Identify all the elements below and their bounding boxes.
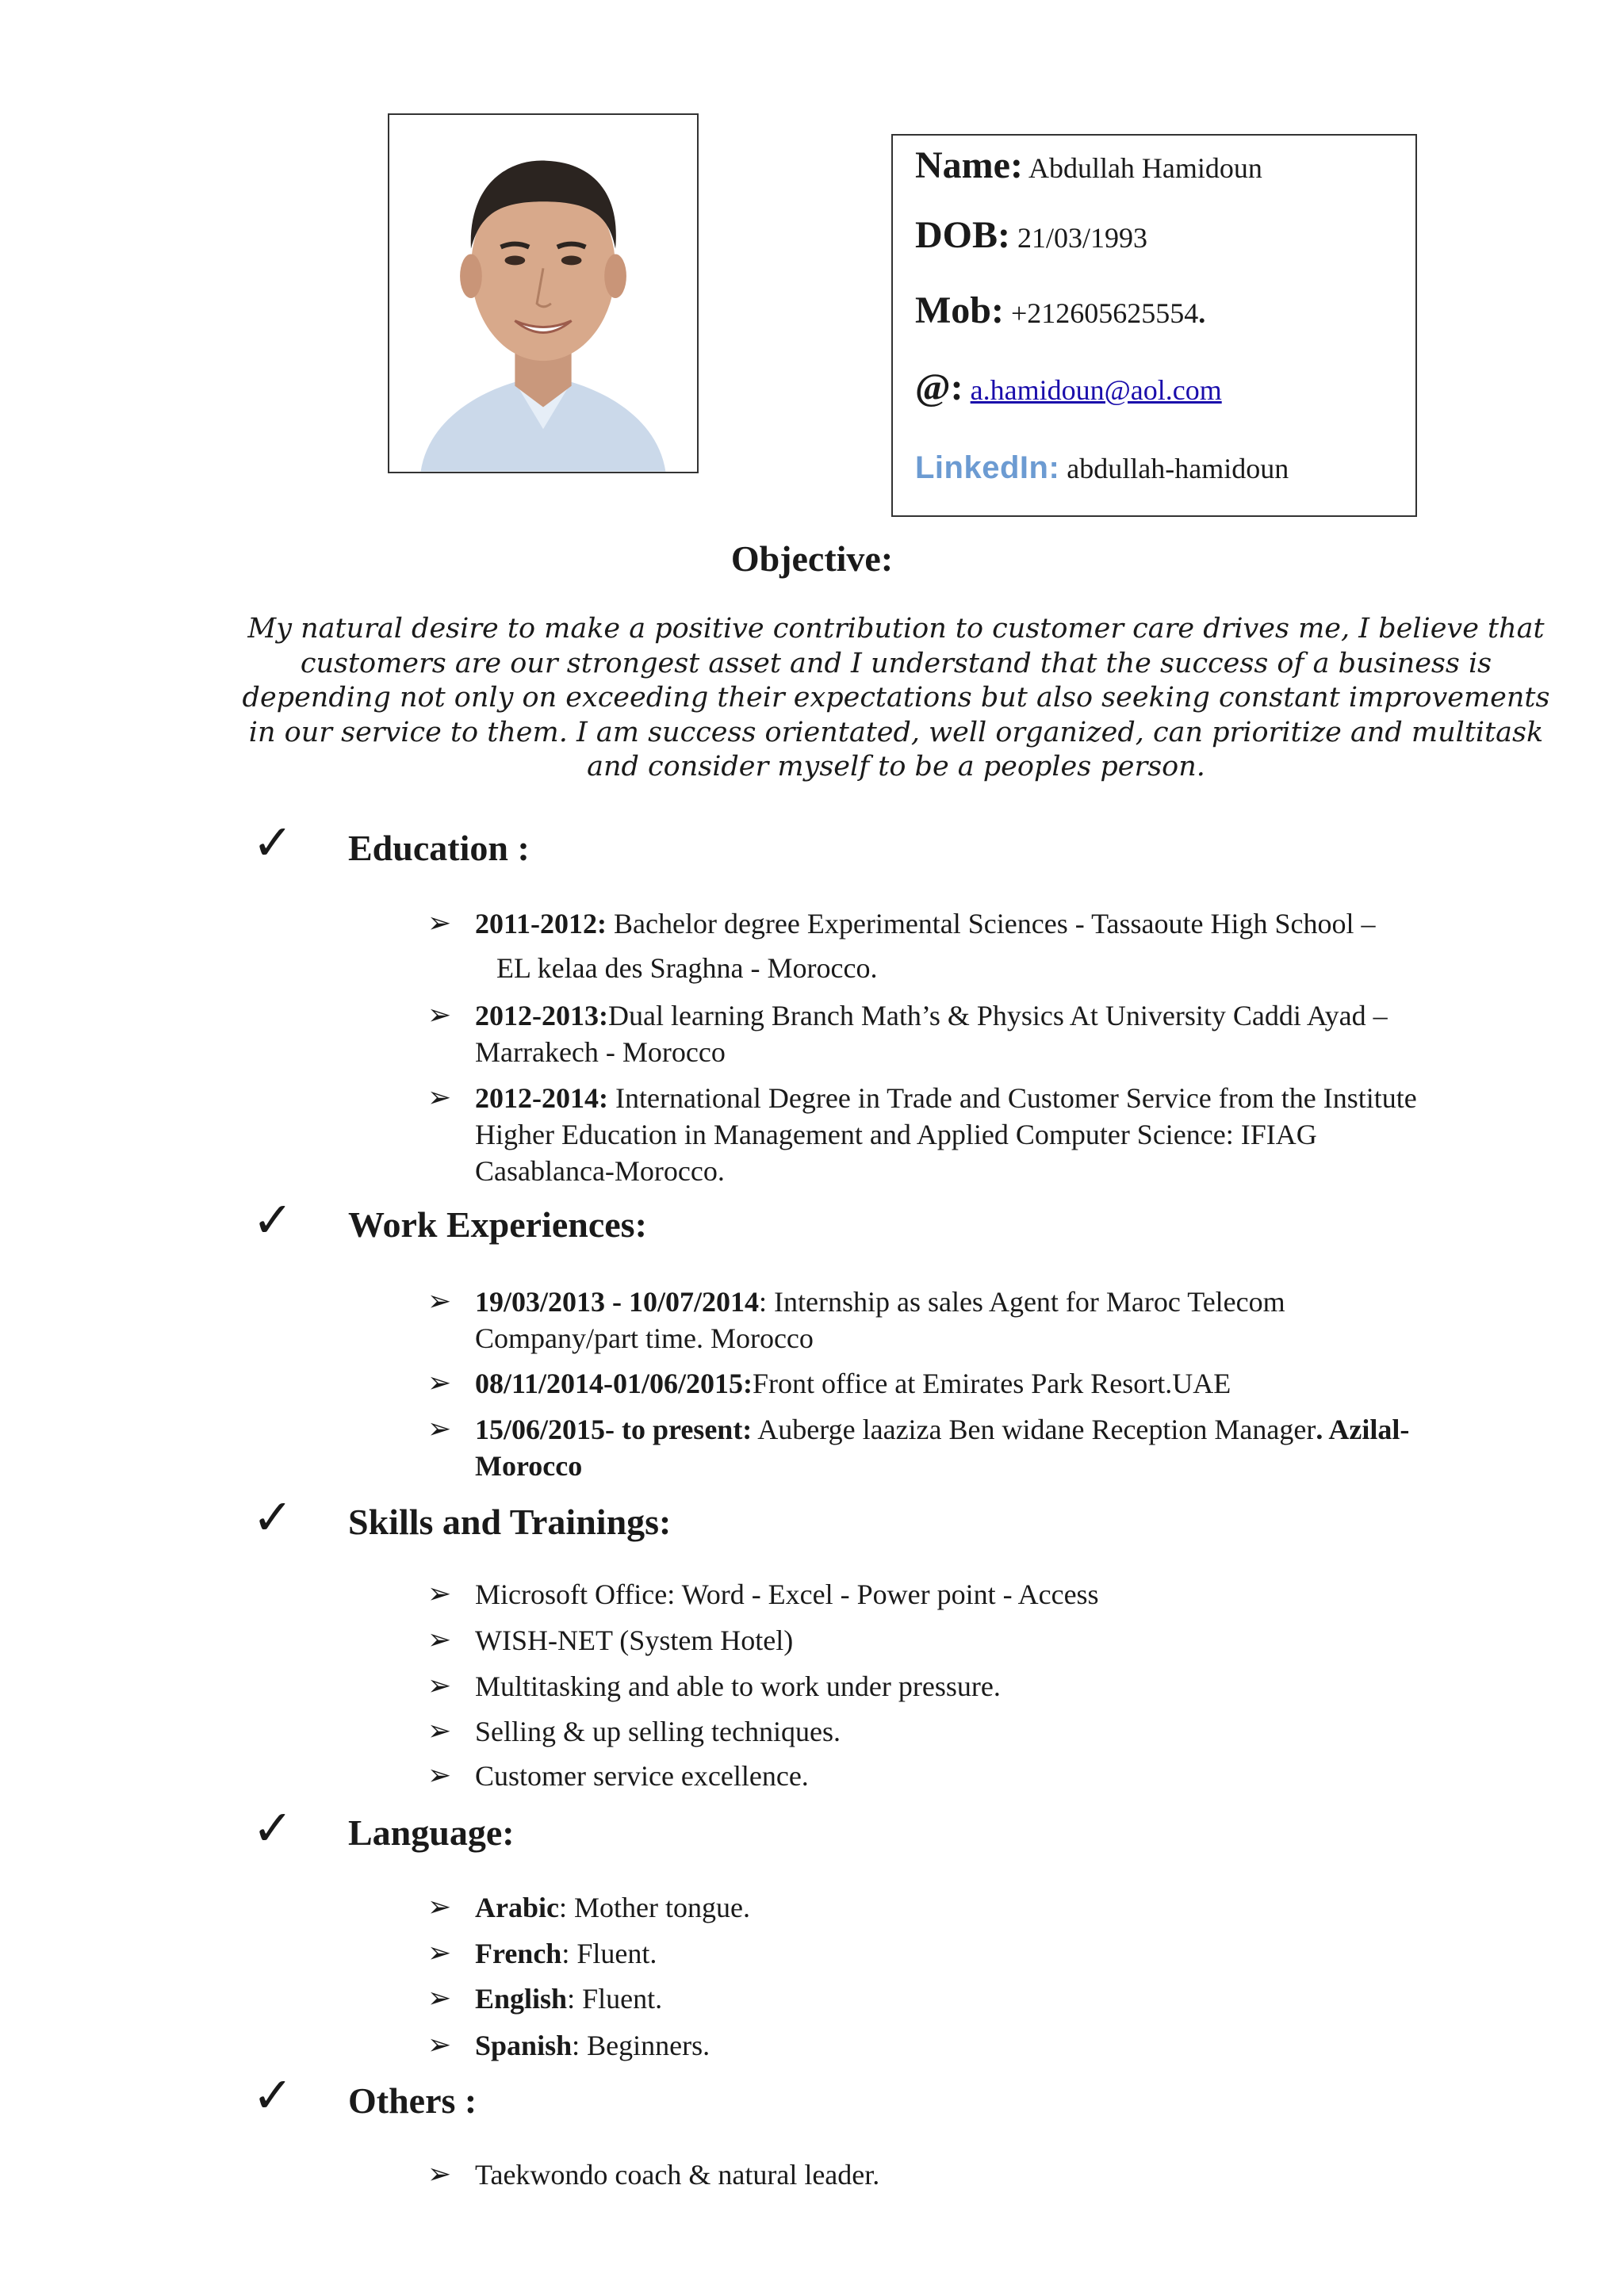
mobile-value: +212605625554: [1010, 297, 1199, 329]
work-location-cont: Morocco: [475, 1450, 583, 1482]
education-text: International Degree in Trade and Customer Service from the Institute: [607, 1082, 1417, 1114]
work-text: Auberge laaziza Ben widane Reception Manager: [752, 1414, 1316, 1445]
skill-text: Customer service excellence.: [475, 1760, 809, 1792]
name-value: Abdullah Hamidoun: [1028, 152, 1262, 184]
education-years: 2012-2014:: [475, 1082, 608, 1114]
objective-text: My natural desire to make a positive contribution to customer care drives me, I believe that customers are our strongest asset and I understand that the success of a business is depending not only on exceeding their expectations but also seeking constant improvements in our service to them. I am success orientated, well organized, can prioritize and multitask and consider myself to be a peoples person.: [242, 613, 1550, 783]
skill-text: Selling & up selling techniques.: [475, 1716, 841, 1747]
email-row: [915, 365, 1222, 409]
dob-label: DOB:: [915, 214, 1010, 256]
work-text: Front office at Emirates Park Resort.UAE: [753, 1368, 1231, 1399]
arrow-bullet-icon: ➢: [427, 1081, 452, 1114]
check-icon: ✓: [252, 1191, 293, 1249]
arrow-bullet-icon: ➢: [427, 1715, 452, 1747]
check-icon: ✓: [252, 2066, 293, 2124]
skill-text: WISH-NET (System Hotel): [475, 1624, 794, 1656]
arrow-bullet-icon: ➢: [427, 1413, 452, 1445]
work-text-cont: Company/part time. Morocco: [475, 1322, 814, 1354]
arrow-bullet-icon: ➢: [427, 1670, 452, 1702]
language-heading: Language:: [348, 1812, 515, 1853]
arrow-bullet-icon: ➢: [427, 1624, 452, 1656]
check-icon: ✓: [252, 1799, 293, 1857]
education-years: 2012-2013:: [475, 1000, 608, 1031]
dob-value: 21/03/1993: [1017, 222, 1148, 254]
education-text-cont: Higher Education in Management and Applied Computer Science: IFIAG: [475, 1119, 1317, 1150]
work-dates: 19/03/2013 - 10/07/2014: [475, 1286, 759, 1318]
arrow-bullet-icon: ➢: [427, 1891, 452, 1923]
work-heading: Work Experiences:: [348, 1204, 647, 1245]
name-row: [915, 144, 1262, 187]
objective-heading: Objective:: [730, 538, 894, 579]
language-name: French: [475, 1938, 562, 1969]
contact-box: [891, 134, 1417, 517]
email-label: @:: [915, 366, 963, 408]
work-location: . Azilal-: [1316, 1414, 1410, 1445]
profile-photo: [388, 113, 699, 473]
work-text: : Internship as sales Agent for Maroc Telecom: [759, 1286, 1285, 1318]
skills-heading: Skills and Trainings:: [348, 1502, 672, 1542]
arrow-bullet-icon: ➢: [427, 1937, 452, 1969]
arrow-bullet-icon: ➢: [427, 1367, 452, 1399]
mobile-label: Mob:: [915, 289, 1004, 331]
linkedin-logo: LinkedIn:: [915, 450, 1060, 485]
work-dates: 15/06/2015- to present:: [475, 1414, 753, 1445]
language-level: : Mother tongue.: [558, 1892, 750, 1923]
arrow-bullet-icon: ➢: [427, 999, 452, 1031]
language-name: Arabic: [475, 1892, 559, 1923]
education-text-cont: Casablanca-Morocco.: [475, 1155, 725, 1187]
arrow-bullet-icon: ➢: [427, 907, 452, 939]
email-link[interactable]: a.hamidoun@aol.com: [970, 374, 1222, 406]
arrow-bullet-icon: ➢: [427, 1759, 452, 1792]
work-dates: 08/11/2014-01/06/2015:: [475, 1368, 753, 1399]
language-name: Spanish: [475, 2030, 573, 2061]
mobile-period: .: [1198, 297, 1206, 329]
language-level: : Beginners.: [572, 2030, 710, 2061]
language-level: : Fluent.: [567, 1983, 663, 2015]
skill-text: Multitasking and able to work under pressure.: [475, 1670, 1001, 1702]
education-text: Dual learning Branch Math’s & Physics At University Caddi Ayad –: [607, 1000, 1388, 1031]
education-text-cont: EL kelaa des Sraghna - Morocco.: [496, 952, 878, 984]
education-heading: Education :: [348, 828, 530, 868]
language-name: English: [475, 1983, 568, 2015]
arrow-bullet-icon: ➢: [427, 2158, 452, 2191]
arrow-bullet-icon: ➢: [427, 1578, 452, 1610]
arrow-bullet-icon: ➢: [427, 1285, 452, 1318]
linkedin-row: [915, 450, 1289, 486]
dob-row: [915, 213, 1147, 257]
check-icon: ✓: [252, 813, 293, 871]
mobile-row: [915, 289, 1205, 332]
arrow-bullet-icon: ➢: [427, 1982, 452, 2015]
linkedin-value: abdullah-hamidoun: [1067, 453, 1289, 484]
others-text: Taekwondo coach & natural leader.: [475, 2159, 880, 2191]
education-text: Bachelor degree Experimental Sciences - Tassaoute High School –: [607, 908, 1376, 939]
name-label: Name:: [915, 144, 1023, 186]
check-icon: ✓: [252, 1488, 293, 1546]
language-level: : Fluent.: [561, 1938, 657, 1969]
education-text-cont: Marrakech - Morocco: [475, 1036, 726, 1068]
education-years: 2011-2012:: [475, 908, 607, 939]
others-heading: Others :: [348, 2080, 477, 2121]
skill-text: Microsoft Office: Word - Excel - Power point - Access: [475, 1578, 1099, 1610]
arrow-bullet-icon: ➢: [427, 2029, 452, 2061]
